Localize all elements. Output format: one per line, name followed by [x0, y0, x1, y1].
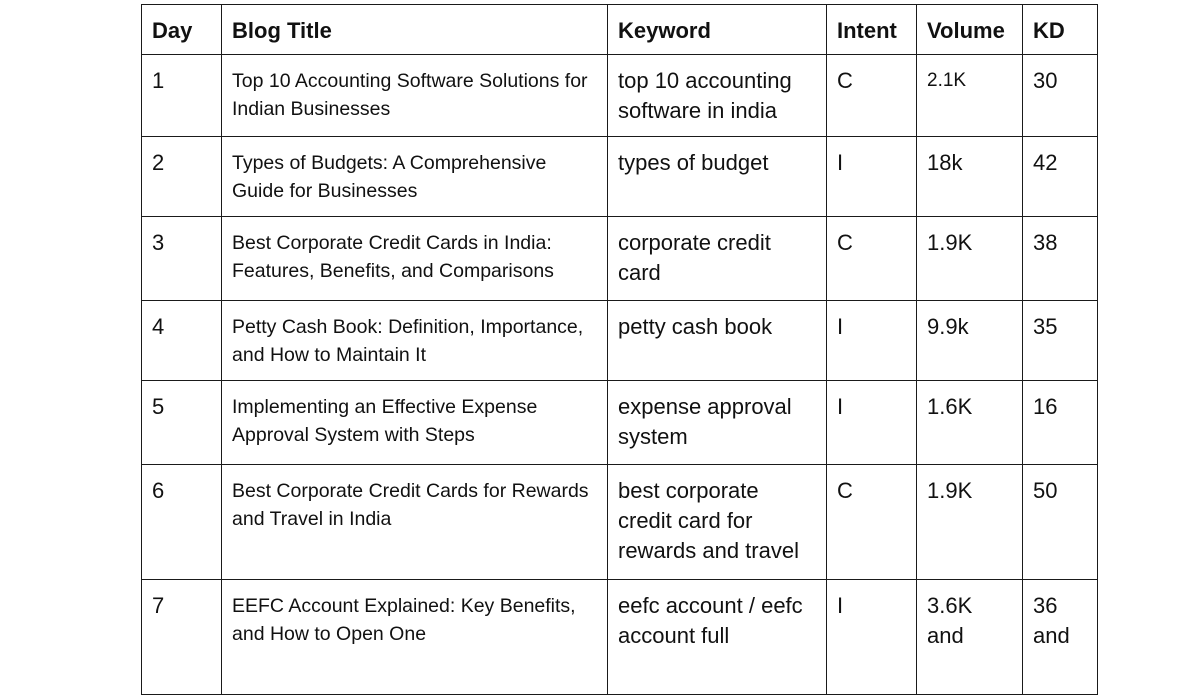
- cell-volume: 9.9k: [917, 301, 1023, 381]
- table-row: [142, 217, 1098, 301]
- cell-volume: 1.9K: [917, 217, 1023, 301]
- cell-kd: 38: [1023, 217, 1098, 301]
- table-row: [142, 465, 1098, 580]
- cell-keyword: corporate credit card: [608, 217, 827, 301]
- header-row: [142, 5, 1098, 55]
- cell-keyword: eefc account / eefc account full: [608, 580, 827, 695]
- cell-intent: I: [827, 381, 917, 465]
- cell-keyword: petty cash book: [608, 301, 827, 381]
- cell-volume: 3.6K and: [917, 580, 1023, 695]
- cell-kd: 16: [1023, 381, 1098, 465]
- cell-blog-title: Petty Cash Book: Definition, Importance, and How to Maintain It: [222, 301, 608, 381]
- header-day: Day: [142, 5, 222, 55]
- cell-blog-title: Top 10 Accounting Software Solutions for Indian Businesses: [222, 55, 608, 137]
- table-row: [142, 137, 1098, 217]
- cell-keyword: expense approval system: [608, 381, 827, 465]
- cell-intent: C: [827, 465, 917, 580]
- cell-intent: C: [827, 55, 917, 137]
- cell-intent: I: [827, 580, 917, 695]
- cell-keyword: top 10 accounting software in india: [608, 55, 827, 137]
- cell-day: 7: [142, 580, 222, 695]
- cell-kd: 35: [1023, 301, 1098, 381]
- header-blog-title: Blog Title: [222, 5, 608, 55]
- cell-day: 6: [142, 465, 222, 580]
- cell-intent: C: [827, 217, 917, 301]
- cell-keyword: types of budget: [608, 137, 827, 217]
- cell-kd: 30: [1023, 55, 1098, 137]
- cell-blog-title: Implementing an Effective Expense Approval System with Steps: [222, 381, 608, 465]
- table-row: [142, 381, 1098, 465]
- header-volume: Volume: [917, 5, 1023, 55]
- cell-day: 1: [142, 55, 222, 137]
- table-row: [142, 55, 1098, 137]
- cell-blog-title: EEFC Account Explained: Key Benefits, and How to Open One: [222, 580, 608, 695]
- cell-day: 5: [142, 381, 222, 465]
- cell-intent: I: [827, 301, 917, 381]
- header-intent: Intent: [827, 5, 917, 55]
- cell-blog-title: Best Corporate Credit Cards in India: Features, Benefits, and Comparisons: [222, 217, 608, 301]
- cell-volume: 1.9K: [917, 465, 1023, 580]
- cell-day: 3: [142, 217, 222, 301]
- header-kd: KD: [1023, 5, 1098, 55]
- cell-day: 4: [142, 301, 222, 381]
- cell-keyword: best corporate credit card for rewards and travel: [608, 465, 827, 580]
- content-calendar-table: [141, 4, 1098, 695]
- cell-blog-title: Types of Budgets: A Comprehensive Guide for Businesses: [222, 137, 608, 217]
- cell-volume: 18k: [917, 137, 1023, 217]
- cell-kd: 36 and: [1023, 580, 1098, 695]
- cell-blog-title: Best Corporate Credit Cards for Rewards and Travel in India: [222, 465, 608, 580]
- content-calendar-sheet: [141, 4, 1097, 695]
- cell-volume: 2.1K: [917, 55, 1023, 137]
- cell-kd: 42: [1023, 137, 1098, 217]
- cell-volume: 1.6K: [917, 381, 1023, 465]
- cell-kd: 50: [1023, 465, 1098, 580]
- cell-intent: I: [827, 137, 917, 217]
- cell-day: 2: [142, 137, 222, 217]
- header-keyword: Keyword: [608, 5, 827, 55]
- table-row: [142, 580, 1098, 695]
- table-row: [142, 301, 1098, 381]
